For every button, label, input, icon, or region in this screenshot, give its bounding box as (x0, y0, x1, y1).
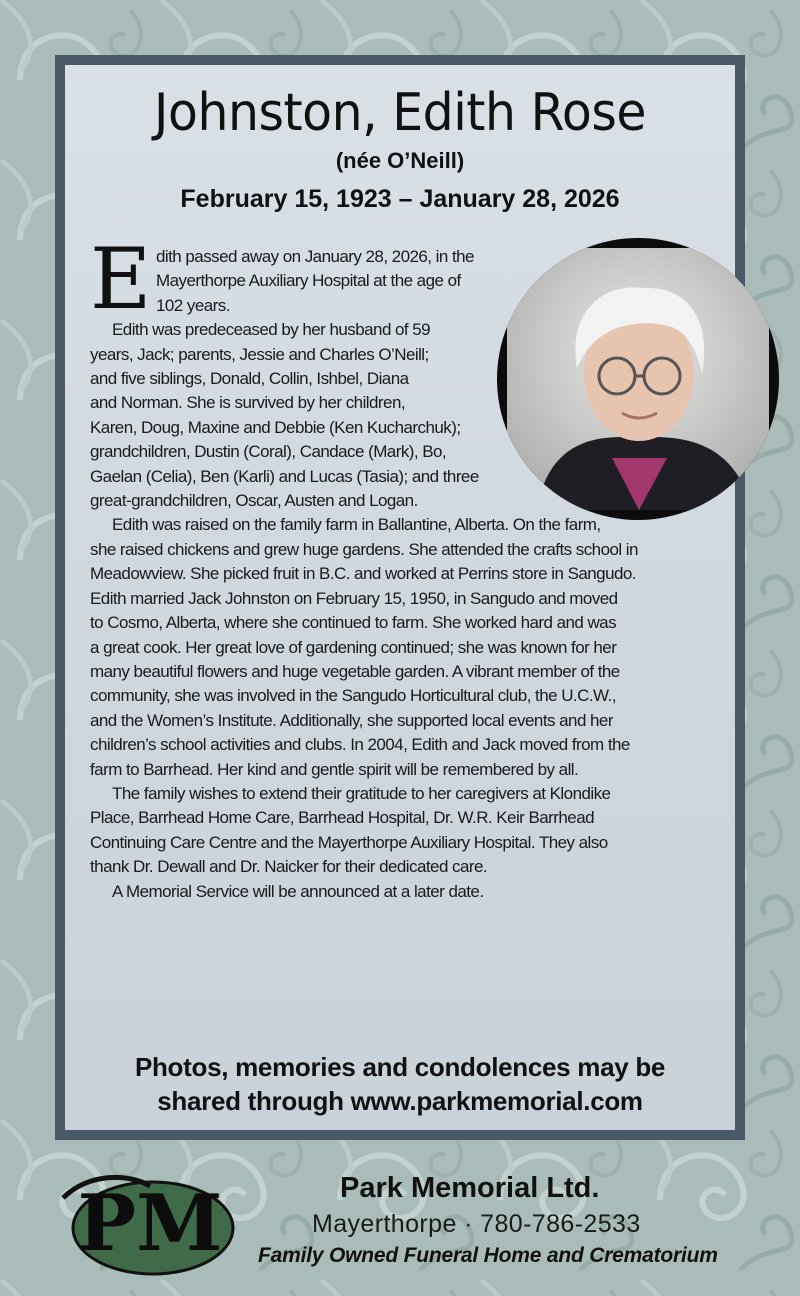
maiden-name: (née O’Neill) (335, 148, 465, 173)
text-line: The family wishes to extend their gratitude to her caregivers at Klondike (112, 783, 611, 803)
text-line: many beautiful flowers and huge vegetable garden. A vibrant member of the (90, 661, 620, 681)
funeral-home-name: Park Memorial Ltd. (340, 1172, 600, 1204)
text-line: and Norman. She is survived by her children, (90, 393, 406, 413)
life-dates: February 15, 1923 – January 28, 2026 (180, 185, 620, 213)
funeral-home-location-phone: Mayerthorpe · 780-786-2533 (312, 1210, 641, 1238)
funeral-home-tagline: Family Owned Funeral Home and Crematorium (258, 1244, 718, 1267)
text-line: children’s school activities and clubs. In 2004, Edith and Jack moved from the (90, 735, 630, 755)
text-line: Gaelan (Celia), Ben (Karli) and Lucas (Tasia); and three (90, 466, 479, 486)
text-line: Continuing Care Centre and the Mayerthorpe Auxiliary Hospital. They also (90, 832, 608, 852)
portrait-frame (497, 238, 779, 520)
portrait-photo (507, 248, 769, 510)
text-line: A Memorial Service will be announced at a later date. (112, 881, 484, 901)
condolences-line-1: Photos, memories and condolences may be (134, 1052, 666, 1082)
text-line: years, Jack; parents, Jessie and Charles O’Neill; (90, 344, 429, 364)
text-line: to Cosmo, Alberta, where she continued to farm. She worked hard and was (90, 613, 617, 633)
text-line: community, she was involved in the Sangudo Horticultural club, the U.C.W., (90, 686, 616, 706)
text-line: Karen, Doug, Maxine and Debbie (Ken Kucharchuk); (90, 417, 461, 437)
text-line: Edith was raised on the family farm in Ballantine, Alberta. On the farm, (112, 515, 601, 535)
condolences-note (65, 1050, 735, 1118)
text-line: Mayerthorpe Auxiliary Hospital at the age of (156, 271, 461, 291)
text-line: and five siblings, Donald, Collin, Ishbel, Diana (90, 369, 409, 389)
text-line: she raised chickens and grew huge gardens. She attended the crafts school in (90, 539, 638, 559)
text-line: Edith was predeceased by her husband of 59 (112, 320, 431, 340)
obituary-panel (55, 55, 745, 1140)
park-memorial-logo (58, 1168, 236, 1278)
text-line: Place, Barrhead Home Care, Barrhead Hospital, Dr. W.R. Keir Barrhead (90, 808, 595, 828)
text-line: farm to Barrhead. Her kind and gentle spirit will be remembered by all. (90, 759, 579, 779)
text-line: Meadowview. She picked fruit in B.C. and worked at Perrins store in Sangudo. (90, 564, 636, 584)
text-line: dith passed away on January 28, 2026, in the (156, 247, 474, 266)
condolences-line-2: shared through www.parkmemorial.com (157, 1086, 643, 1116)
text-line: a great cook. Her great love of gardening continued; she was known for her (90, 637, 617, 657)
obituary-content (65, 65, 735, 1130)
drop-cap: E (90, 230, 152, 328)
text-line: great-grandchildren, Oscar, Austen and Logan. (90, 491, 418, 511)
deceased-name: Johnston, Edith Rose (154, 83, 646, 143)
text-line: Edith married Jack Johnston on February 15, 1950, in Sangudo and moved (90, 588, 618, 608)
text-line: and the Women’s Institute. Additionally, she supported local events and her (90, 710, 613, 730)
text-line: grandchildren, Dustin (Coral), Candace (Mark), Bo, (90, 442, 447, 462)
text-line: thank Dr. Dewall and Dr. Naicker for their dedicated care. (90, 857, 488, 877)
logo-letters: PM (77, 1178, 223, 1269)
text-line: 102 years. (156, 295, 230, 315)
